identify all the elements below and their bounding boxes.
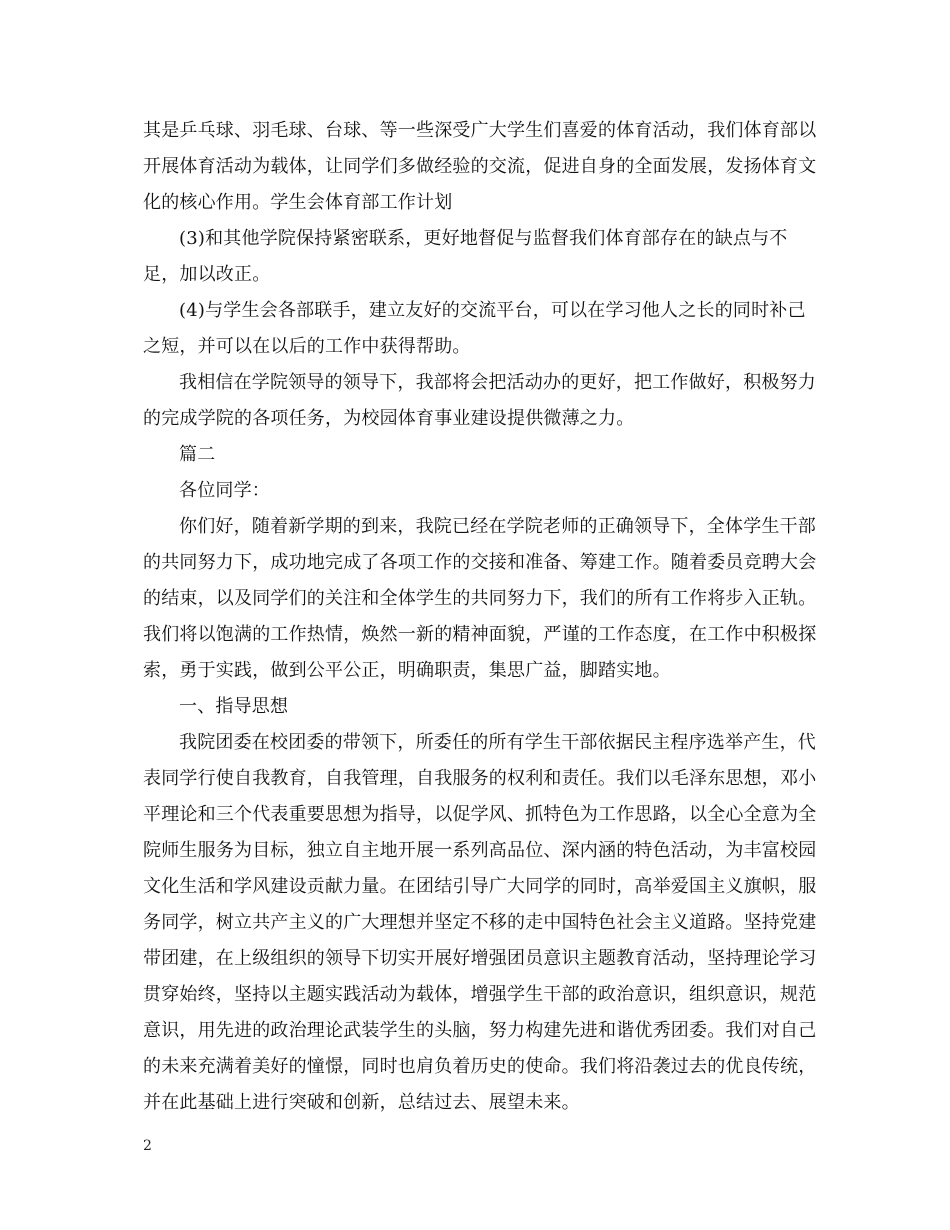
paragraph-item-4: (4)与学生会各部联手，建立友好的交流平台，可以在学习他人之长的同时补己之短，并可以在以后的工作中获得帮助。 (143, 300, 806, 357)
paragraph-continued: 其是乒乓球、羽毛球、台球、等一些深受广大学生们喜爱的体育活动，我们体育部以开展体育活动为载体，让同学们多做经验的交流，促进自身的全面发展，发扬体育文化的核心作用。学生会体育部工作计划 (143, 120, 817, 213)
section-heading-guiding-thought: 一、指导思想 (179, 696, 289, 717)
paragraph-item-3: (3)和其他学院保持紧密联系，更好地督促与监督我们体育部存在的缺点与不足，加以改正。 (143, 228, 788, 285)
paragraph-intro: 你们好，随着新学期的到来，我院已经在学院老师的正确领导下，全体学生干部的共同努力下，成功地完成了各项工作的交接和准备、筹建工作。随着委员竞聘大会的结束，以及同学们的关注和全体学生的共同努力下，我们的所有工作将步入正轨。我们将以饱满的工作热情，焕然一新的精神面貌，严谨的工作态度，在工作中积极探索，勇于实践，做到公平公正，明确职责，集思广益，脚踏实地。 (143, 516, 817, 681)
document-body (143, 113, 823, 1121)
salutation: 各位同学： (179, 480, 270, 501)
paragraph-guiding-thought: 我院团委在校团委的带领下，所委任的所有学生干部依据民主程序选举产生，代表同学行使自我教育，自我管理，自我服务的权利和责任。我们以毛泽东思想，邓小平理论和三个代表重要思想为指导，以促学风、抓特色为工作思路，以全心全意为全院师生服务为目标，独立自主地开展一系列高品位、深内涵的特色活动，为丰富校园文化生活和学风建设贡献力量。在团结引导广大同学的同时，高举爱国主义旗帜，服务同学，树立共产主义的广大理想并坚定不移的走中国特色社会主义道路。坚持党建带团建，在上级组织的领导下切实开展好增强团员意识主题教育活动，坚持理论学习贯穿始终，坚持以主题实践活动为载体，增强学生干部的政治意识，组织意识，规范意识，用先进的政治理论武装学生的头脑，努力构建先进和谐优秀团委。我们对自己的未来充满着美好的憧憬，同时也肩负着历史的使命。我们将沿袭过去的优良传统，并在此基础上进行突破和创新，总结过去、展望未来。 (143, 732, 817, 1113)
paragraph-closing: 我相信在学院领导的领导下，我部将会把活动办的更好，把工作做好，积极努力的完成学院的各项任务，为校园体育事业建设提供微薄之力。 (143, 372, 816, 429)
page-number: 2 (143, 1138, 152, 1154)
section-heading-part-two: 篇二 (179, 444, 216, 465)
